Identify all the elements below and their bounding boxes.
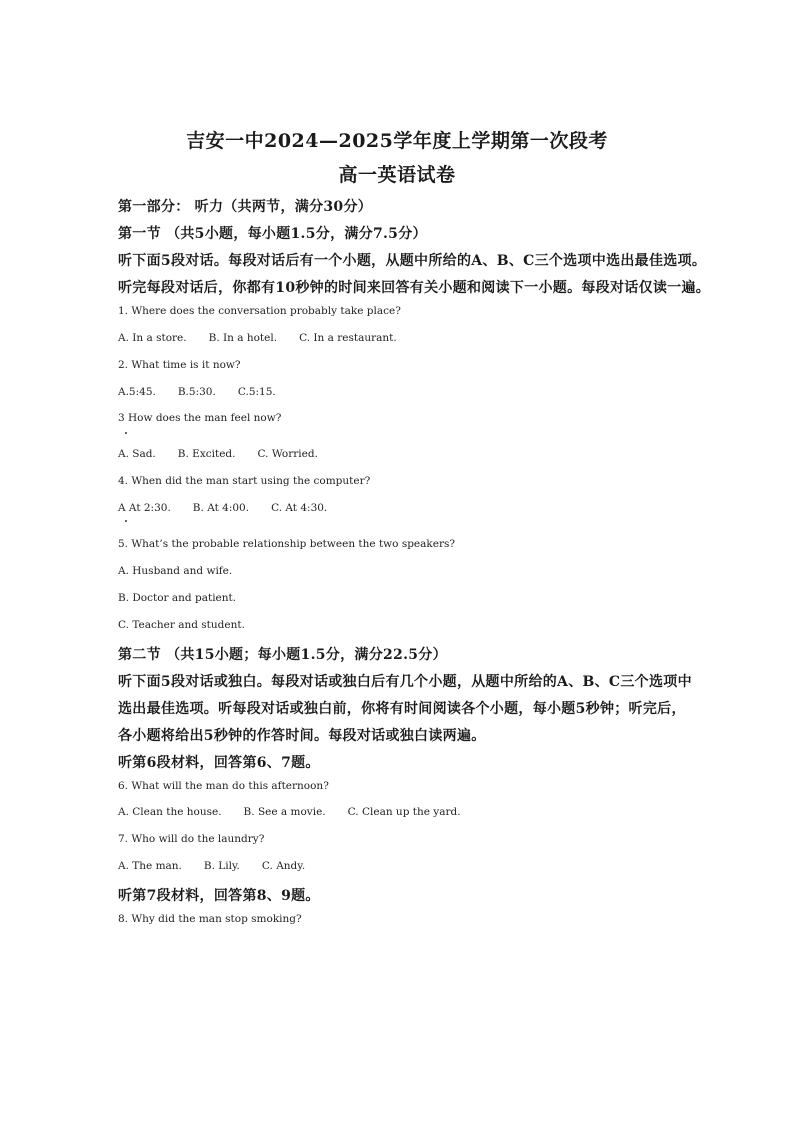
question-6-options: [118, 806, 461, 818]
question-1-option-b: B. In a hotel.: [208, 332, 278, 344]
question-4-stem: 4. When did the man start using the computer?: [118, 475, 371, 487]
question-2-option-b: B.5:30.: [177, 386, 216, 398]
section2-instruction-2: 选出最佳选项。听每段对话或独白前，你将有时间阅读各个小题，每小题5秒钟；听完后，: [118, 701, 686, 717]
section2-instruction-3: 各小题将给出5秒钟的作答时间。每段对话或独白读两遍。: [118, 728, 486, 744]
group7-heading: 听第7段材料，回答第8、9题。: [118, 888, 320, 904]
section2-heading: 第二节 （共15小题；每小题1.5分，满分22.5分）: [118, 647, 447, 663]
question-5-option-b: B. Doctor and patient.: [118, 592, 237, 604]
question-3-option-a: A. Sad.: [118, 448, 156, 460]
section1-instruction-2: 听完每段对话后，你都有10秒钟的时间来回答有关小题和阅读下一小题。每段对话仅读一遍。: [118, 280, 711, 296]
question-3-options: [118, 448, 318, 460]
question-3-option-b: B. Excited.: [177, 448, 236, 460]
part1-heading: 第一部分： 听力（共两节，满分30分）: [118, 199, 373, 215]
question-6-option-b: B. See a movie.: [243, 806, 326, 818]
question-5-option-a: A. Husband and wife.: [118, 565, 233, 577]
question-1-option-c: C. In a restaurant.: [299, 332, 397, 344]
group6-heading: 听第6段材料，回答第6、7题。: [118, 755, 320, 771]
question-1-stem: 1. Where does the conversation probably take place?: [118, 305, 401, 317]
section1-heading: 第一节 （共5小题，每小题1.5分，满分7.5分）: [118, 226, 427, 242]
question-1-option-a: A. In a store.: [118, 332, 187, 344]
question-6-stem: 6. What will the man do this afternoon?: [118, 780, 329, 792]
question-2-option-c: C.5:15.: [237, 386, 276, 398]
question-6-option-a: A. Clean the house.: [118, 806, 222, 818]
exam-subtitle: 高一英语试卷: [338, 164, 456, 186]
question-7-stem: 7. Who will do the laundry?: [118, 833, 265, 845]
question-1-options: [118, 332, 397, 344]
question-5-stem: 5. What’s the probable relationship between the two speakers?: [118, 538, 456, 550]
question-8-stem: 8. Why did the man stop smoking?: [118, 913, 302, 925]
question-3-option-c: C. Worried.: [257, 448, 318, 460]
stray-dot-mark: [125, 520, 127, 522]
question-7-options: [118, 860, 305, 872]
question-2-option-a: A.5:45.: [118, 386, 156, 398]
question-2-options: [118, 386, 276, 398]
stray-dot-mark: [125, 432, 127, 434]
question-7-option-c: C. Andy.: [261, 860, 306, 872]
question-4-option-b: B. At 4:00.: [192, 502, 250, 514]
question-6-option-c: C. Clean up the yard.: [347, 806, 461, 818]
question-7-option-a: A. The man.: [118, 860, 182, 872]
section2-instruction-1: 听下面5段对话或独白。每段对话或独白后有几个小题，从题中所给的A、B、C三个选项中: [118, 674, 692, 690]
section1-instruction-1: 听下面5段对话。每段对话后有一个小题，从题中所给的A、B、C三个选项中选出最佳选项。: [118, 253, 707, 269]
question-5-option-c: C. Teacher and student.: [118, 619, 245, 631]
question-4-option-c: C. At 4:30.: [271, 502, 328, 514]
question-2-stem: 2. What time is it now?: [118, 359, 241, 371]
exam-title: 吉安一中2024—2025学年度上学期第一次段考: [186, 130, 608, 152]
question-3-stem: 3 How does the man feel now?: [118, 412, 282, 424]
question-4-option-a: A At 2:30.: [118, 502, 171, 514]
question-7-option-b: B. Lily.: [203, 860, 240, 872]
question-4-options: [118, 502, 327, 514]
